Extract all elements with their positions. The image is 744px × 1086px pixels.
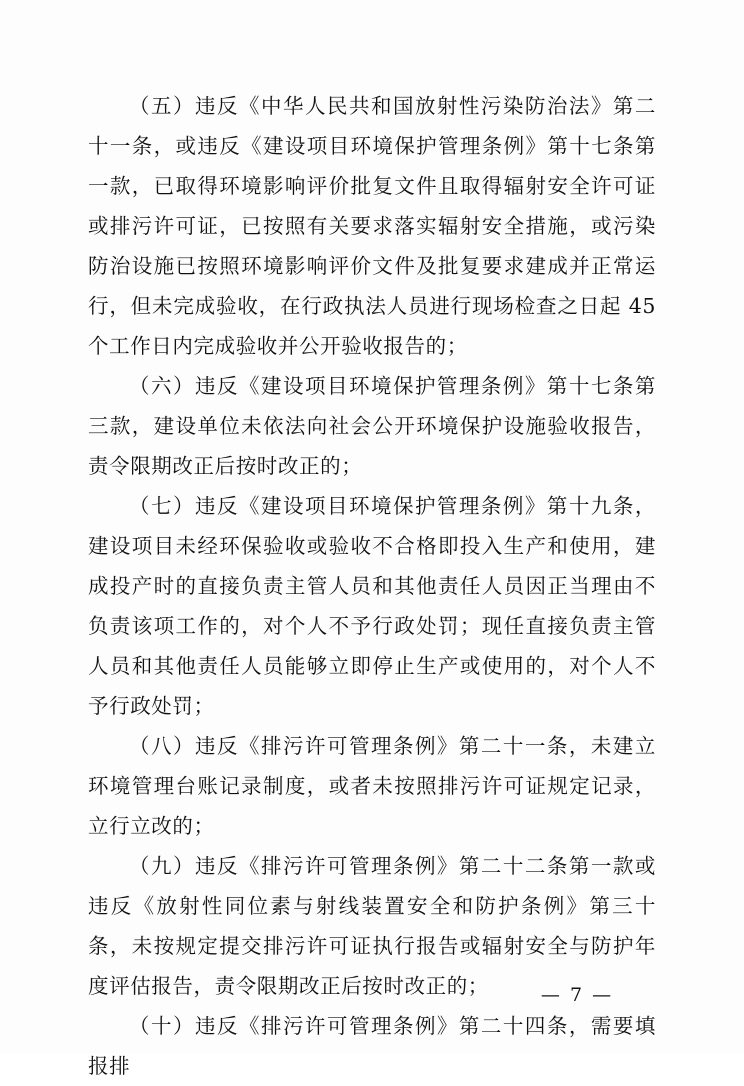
paragraph-10: （十）违反《排污许可管理条例》第二十四条，需要填报排 (88, 1014, 656, 1078)
paragraph-9: （九）违反《排污许可管理条例》第二十二条第一款或违反《放射性同位素与射线装置安全和防护条例》第三十条，未按规定提交排污许可证执行报告或辐射安全与防护年度评估报告，责令限期改正后按时改正的； (88, 854, 656, 998)
document-body (88, 86, 656, 1086)
paragraph-5: （五）违反《中华人民共和国放射性污染防治法》第二十一条，或违反《建设项目环境保护管理条例》第十七条第一款，已取得环境影响评价批复文件且取得辐射安全许可证或排污许可证，已按照有关要求落实辐射安全措施，或污染防治设施已按照环境影响评价文件及批复要求建成并正常运行，但未完成验收，在行政执法人员进行现场检查之日起 45 个工作日内完成验收并公开验收报告的； (88, 94, 656, 358)
page-number (0, 984, 744, 1006)
paragraph-6: （六）违反《建设项目环境保护管理条例》第十七条第三款，建设单位未依法向社会公开环境保护设施验收报告，责令限期改正后按时改正的； (88, 374, 656, 478)
paragraph-8: （八）违反《排污许可管理条例》第二十一条，未建立环境管理台账记录制度，或者未按照排污许可证规定记录，立行立改的； (88, 734, 656, 838)
page-number-text: — 7 — (540, 984, 614, 1006)
paragraph-7: （七）违反《建设项目环境保护管理条例》第十九条，建设项目未经环保验收或验收不合格即投入生产和使用，建成投产时的直接负责主管人员和其他责任人员因正当理由不负责该项工作的，对个人不予行政处罚；现任直接负责主管人员和其他责任人员能够立即停止生产或使用的，对个人不予行政处罚； (88, 494, 656, 718)
